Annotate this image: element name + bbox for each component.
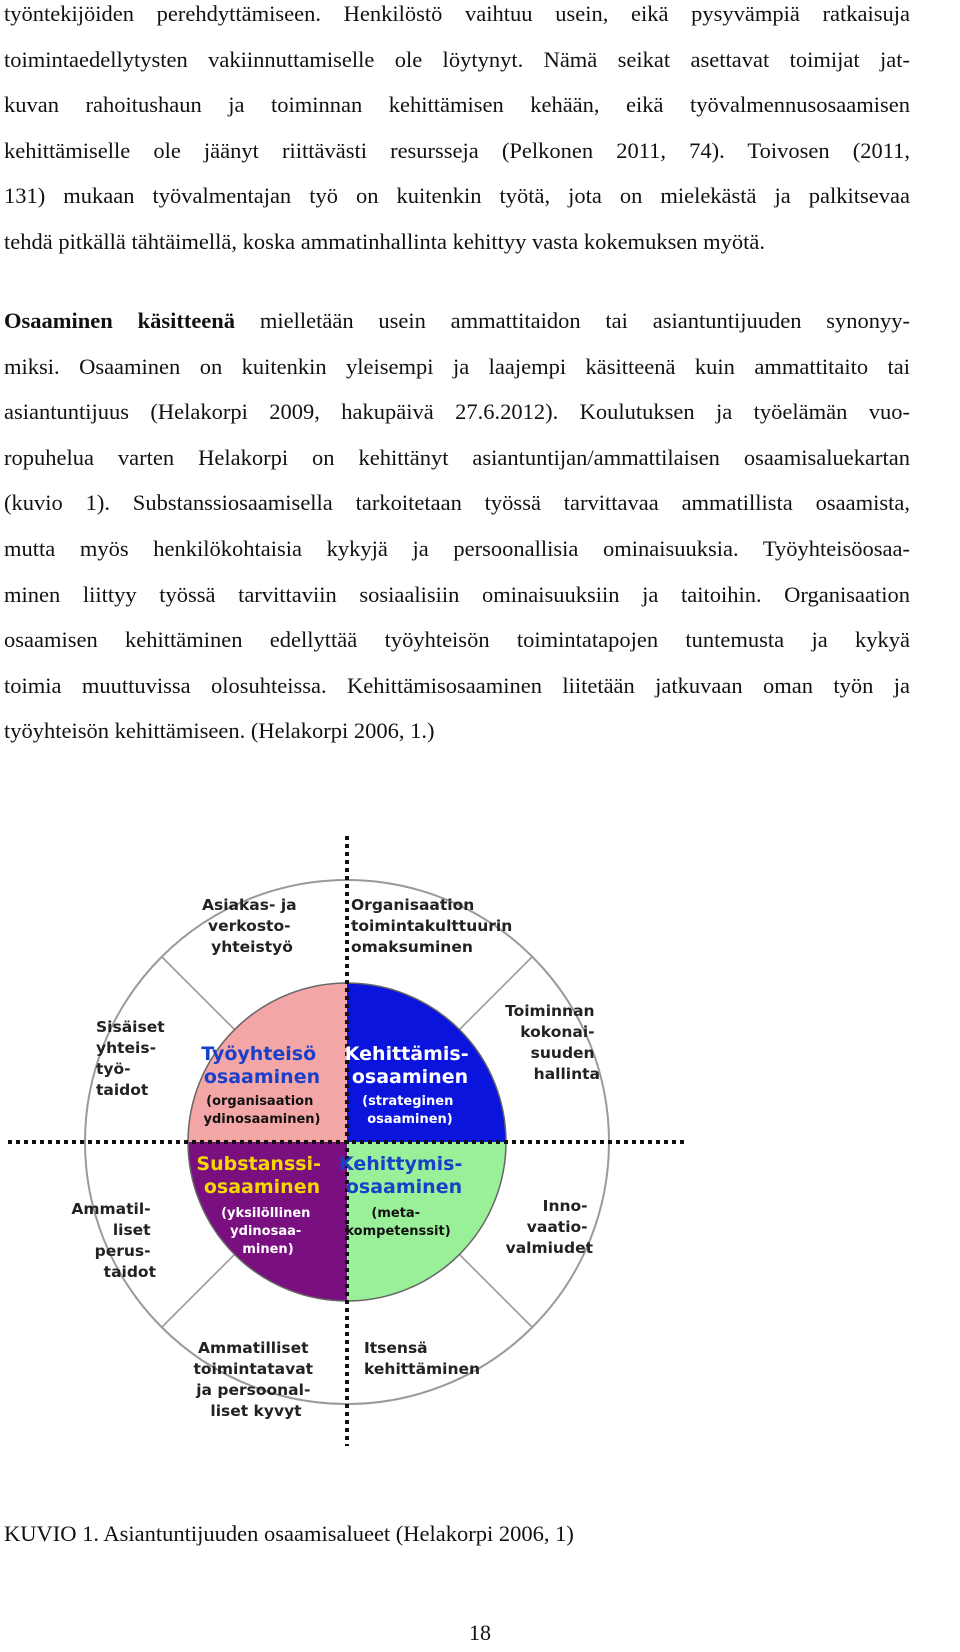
- bold-term: Osaaminen käsitteenä: [4, 308, 236, 333]
- text-line: osaaminen): [367, 1112, 453, 1127]
- paragraph-1: [4, 0, 910, 265]
- text-line: liset: [112, 1221, 151, 1239]
- text-line: Ammatil-: [71, 1200, 151, 1218]
- text-line: (organisaation: [206, 1094, 314, 1109]
- text-line: omaksuminen: [351, 938, 473, 956]
- competence-area-diagram: [0, 826, 960, 1466]
- text-line: kompetenssit): [345, 1224, 451, 1239]
- text-line: hallinta: [533, 1065, 600, 1083]
- text-line: (meta-: [371, 1206, 421, 1221]
- text-line: työ-: [96, 1060, 131, 1078]
- text-line: miksi. Osaaminen on kuitenkin yleisempi ja laajempi käsitteenä kuin ammattitaito tai: [4, 353, 910, 379]
- text-line: Työyhteisö: [201, 1043, 317, 1065]
- text-line: minen liittyy työssä tarvittaviin sosiaalisiin ominaisuuksiin ja taitoihin. Organisaation: [4, 581, 910, 607]
- quadrant-title-tyoyhteiso: [201, 1043, 323, 1088]
- page-number: 18: [469, 1620, 491, 1645]
- quadrant-title-kehittamis: [345, 1043, 475, 1088]
- text-line: 131) mukaan työvalmentajan työ on kuitenkin työtä, jota on mielekästä ja palkitsevaa: [4, 183, 910, 209]
- text-line: työntekijöiden perehdyttämiseen. Henkilöstö vaihtuu usein, eikä pysyvämpiä ratkaisuja: [4, 1, 910, 26]
- text-line: (strateginen: [362, 1094, 454, 1109]
- text-line: kokonai-: [520, 1023, 595, 1041]
- text-line: osaaminen: [203, 1176, 321, 1198]
- text-line: kehittämiselle ole jäänyt riittävästi resursseja (Pelkonen 2011, 74). Toivosen (2011,: [4, 137, 910, 163]
- text-line: ja persoonal-: [196, 1381, 311, 1399]
- text-line: Inno-: [542, 1197, 588, 1215]
- text-line: Organisaation: [351, 896, 475, 914]
- text-line: verkosto-: [208, 917, 291, 935]
- text-line: toimia muuttuvissa olosuhteissa. Kehittämisosaaminen liitetään jatkuvaan oman työn ja: [4, 672, 910, 698]
- text-line: mutta myös henkilökohtaisia kykyjä ja persoonallisia ominaisuuksia. Työyhteisöosaa-: [4, 535, 910, 561]
- text-line: Asiakas- ja: [202, 896, 297, 914]
- text-line: minen): [242, 1242, 294, 1257]
- quadrant-title-substanssi: [196, 1153, 327, 1198]
- text-line: liset kyvyt: [210, 1402, 302, 1420]
- text-line: osaaminen: [345, 1176, 463, 1198]
- text-line: työyhteisön kehittämiseen. (Helakorpi 2006, 1.): [4, 718, 435, 744]
- quadrant-title-kehittymis: [339, 1153, 469, 1198]
- text-line: toimintatavat: [193, 1360, 314, 1378]
- text-line: valmiudet: [505, 1239, 593, 1257]
- text-line: toimintakulttuurin: [351, 917, 513, 935]
- text-line: osaamisen kehittäminen edellyttää työyhteisön toimintatapojen tuntemusta ja kykyä: [4, 627, 910, 653]
- text-line: tehdä pitkällä tähtäimellä, koska ammatinhallinta kehittyy vasta kokemuksen myötä.: [4, 228, 766, 254]
- text-line: Toiminnan: [505, 1002, 595, 1020]
- text-line: suuden: [530, 1044, 595, 1062]
- text-line: Kehittämis-: [344, 1043, 469, 1065]
- text-fragment: mielletään usein ammattitaidon tai asiantuntijuuden synonyy-: [235, 308, 910, 333]
- paragraph-2: [4, 298, 910, 754]
- text-line: [4, 298, 910, 344]
- text-line: asiantuntijuus (Helakorpi 2009, hakupäivä 27.6.2012). Koulutuksen ja työelämän vuo-: [4, 399, 910, 425]
- figure-caption: KUVIO 1. Asiantuntijuuden osaamisalueet (Helakorpi 2006, 1): [4, 1521, 574, 1546]
- text-line: taidot: [103, 1263, 156, 1281]
- text-line: Substanssi-: [196, 1153, 321, 1175]
- text-line: (yksilöllinen: [221, 1206, 311, 1221]
- text-line: taidot: [96, 1081, 149, 1099]
- text-line: Sisäiset: [96, 1018, 165, 1036]
- text-line: Ammatilliset: [198, 1339, 309, 1357]
- text-line: kuvan rahoitushaun ja toiminnan kehittämisen kehään, eikä työvalmennusosaamisen: [4, 92, 910, 118]
- text-line: toimintaedellytysten vakiinnuttamiselle ole löytynyt. Nämä seikat asettavat toimijat jat-: [4, 46, 910, 72]
- text-line: Kehittymis-: [339, 1153, 463, 1175]
- text-line: ydinosaa-: [230, 1224, 302, 1239]
- text-line: vaatio-: [526, 1218, 588, 1236]
- text-line: ydinosaaminen): [203, 1112, 321, 1127]
- segment-label-asiakas: [202, 896, 302, 956]
- text-line: perus-: [94, 1242, 151, 1260]
- text-line: osaaminen: [351, 1066, 469, 1088]
- text-line: yhteistyö: [211, 938, 293, 956]
- text-line: Itsensä: [364, 1339, 428, 1357]
- text-line: kehittäminen: [364, 1360, 481, 1378]
- text-line: yhteis-: [96, 1039, 157, 1057]
- text-line: ropuhelua varten Helakorpi on kehittänyt asiantuntijan/ammattilaisen osaamisaluekartan: [4, 444, 910, 470]
- text-line: osaaminen: [203, 1066, 321, 1088]
- text-line: (kuvio 1). Substanssiosaamisella tarkoitetaan työssä tarvittavaa ammatillista osaamista,: [4, 490, 910, 516]
